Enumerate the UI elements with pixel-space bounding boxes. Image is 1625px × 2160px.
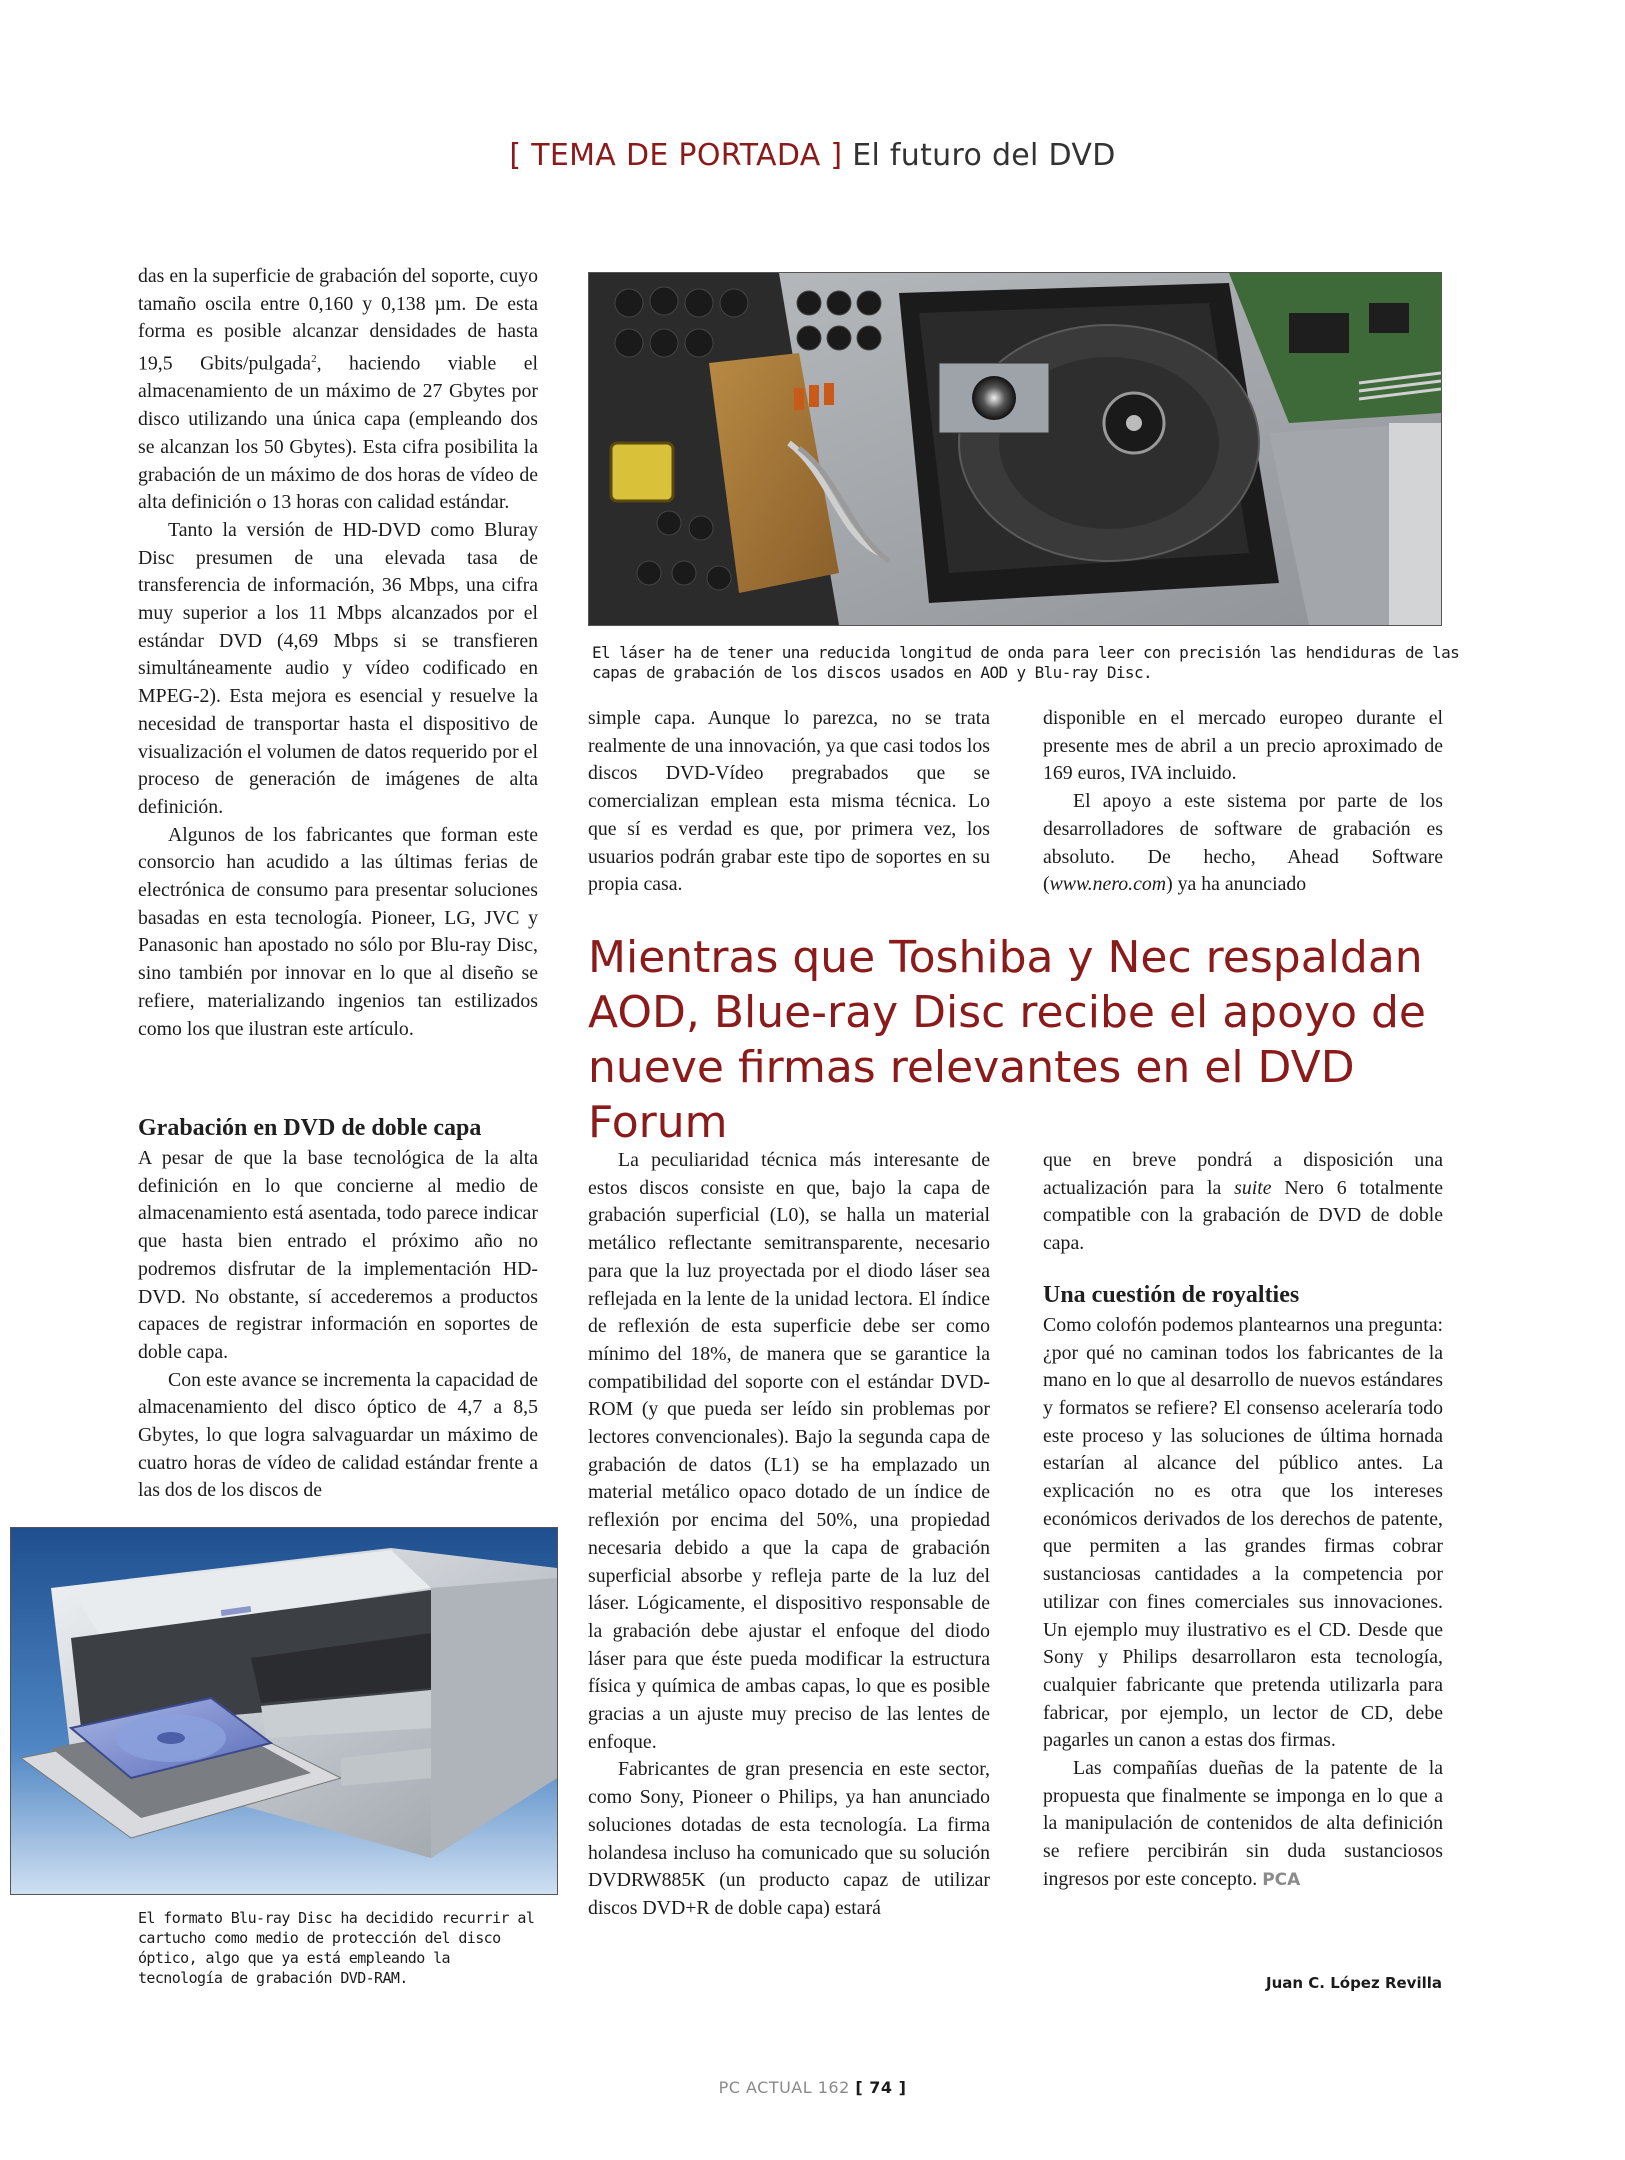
section-label: [ TEMA DE PORTADA ] [509,138,843,173]
paragraph: Como colofón podemos plantearnos una pregunta: ¿por qué no caminan todos los fabricantes de la mano en lo que al desarrollo de nuevos estándares y formatos se refiere? El consenso aceleraría todo este proceso y las soluciones de última hornada estarían al alcance del público antes. La explicación no es otra que los intereses económicos derivados de los derechos de patente, que permiten a las grandes firmas cobrar sustanciosas cantidades a la competencia por utilizar con fines comerciales sus innovaciones. Un ejemplo muy ilustrativo es el CD. Desde que Sony y Philips desarrollaron esta tecnología, cualquier fabricante que pretenda utilizarla para fabricar, por ejemplo, un lector de CD, debe pagarles un canon a estas dos firmas. [1043,1313,1443,1752]
subheading: Grabación en DVD de doble capa [138,1115,482,1141]
pull-quote: Mientras que Toshiba y Nec respaldan AOD, Blue-ray Disc recibe el apoyo de nueve firmas relevantes en el DVD Forum [588,932,1426,1148]
paragraph: simple capa. Aunque lo parezca, no se trata realmente de una innovación, ya que casi todos los discos DVD-Vídeo pregrabados que se comercializan emplean esta misma técnica. Lo que sí es verdad es que, por primera vez, los usuarios podrán grabar este tipo de soportes en su propia casa. [588,707,990,896]
photo-bluray-drive [10,1527,558,1895]
photo-caption-top: El láser ha de tener una reducida longitud de onda para leer con precisión las hendiduras de las capas de grabación de los discos usados en AOD y Blu-ray Disc. [592,643,1460,682]
paragraph: das en la superficie de grabación del soporte, cuyo tamaño oscila entre 0,160 y 0,138 µm. De esta forma es posible alcanzar densidades de hasta 19,5 Gbits/pulgada$^2$, haciendo viable el almacenamiento de un máximo de 27 Gbytes por disco utilizando una única capa (empleando dos se alcanzan los 50 Gbytes). Esta cifra posibilita la grabación de un máximo de dos horas de vídeo de alta definición o 13 horas con calidad estándar. [138,265,538,514]
bluray-drive-illustration [11,1528,557,1894]
column-left-bottom [138,1113,538,1505]
paragraph: El apoyo a este sistema por parte de los desarrolladores de software de grabación es absoluto. De hecho, Ahead Software (www.nero.com) ya ha anunciado [1043,790,1443,896]
photo-laser-mechanism [588,272,1442,626]
paragraph: Fabricantes de gran presencia en este sector, como Sony, Pioneer o Philips, ya han anunciado soluciones dotadas de esta tecnología. La firma holandesa incluso ha comunicado que su solución DVDRW885K (un producto capaz de utilizar discos DVD+R de doble capa) estará [588,1758,990,1919]
paragraph: La peculiaridad técnica más interesante de estos discos consiste en que, bajo la capa de grabación superficial (L0), se halla un material metálico reflectante semitransparente, necesario para que la luz proyectada por el diodo láser sea reflejada en la lente de la unidad lectora. El índice de reflexión de esta superficie debe ser como mínimo del 18%, de manera que se garantice la compatibilidad del soporte con el estándar DVD-ROM (y que pueda ser leído sin problemas por lectores convencionales). Bajo la segunda capa de grabación de datos (L1) se ha emplazado un material metálico opaco dotado de un índice de reflexión por encima del 50%, una propiedad necesaria debido a que la capa de grabación superficial absorbe y refleja parte de la luz del láser. Lógicamente, el dispositivo responsable de la grabación debe ajustar el enfoque del diodo láser para que éste pueda modificar la estructura física y química de ambas capas, lo que es posible gracias a un ajuste muy preciso de las lentes de enfoque. [588,1149,990,1753]
author-byline: Juan C. López Revilla [1266,1974,1442,1992]
column-right-bottom [1043,1147,1443,1895]
paragraph: Algunos de los fabricantes que forman este consorcio han acudido a las últimas ferias de electrónica de consumo para presentar soluciones basadas en esta tecnología. Pioneer, LG, JVC y Panasonic han apostado no sólo por Blu-ray Disc, sino también por innovar en lo que al diseño se refiere, materializando ingenios tan estilizados como los que ilustran este artículo. [138,823,538,1040]
magazine-name: PC ACTUAL 162 [718,2078,850,2097]
column-middle-top [588,705,990,899]
header-title: El futuro del DVD [852,138,1116,173]
column-middle-bottom [588,1147,990,1923]
paragraph: A pesar de que la base tecnológica de la alta definición en lo que concierne al medio de almacenamiento está asentada, todo parece indicar que hasta bien entrado el próximo año no podremos disfrutar de la implementación HD-DVD. No obstante, sí accederemos a productos capaces de registrar información en soportes de doble capa. [138,1147,538,1363]
paragraph: disponible en el mercado europeo durante el presente mes de abril a un precio aproximado de 169 euros, IVA incluido. [1043,707,1443,785]
paragraph: Con este avance se incrementa la capacidad de almacenamiento del disco óptico de 4,7 a 8,5 Gbytes, lo que logra salvaguardar un máximo de cuatro horas de vídeo de calidad estándar frente a las dos de los discos de [138,1368,538,1502]
paragraph: Las compañías dueñas de la patente de la propuesta que finalmente se imponga en lo que a la manipulación de contenidos de alta definición se refiere percibirán sin duda sustanciosos ingresos por este concepto. PCA [1043,1757,1443,1890]
paragraph: Tanto la versión de HD-DVD como Bluray Disc presumen de una elevada tasa de transferencia de información, 36 Mbps, una cifra muy superior a los 11 Mbps alcanzados por el estándar DVD (4,69 Mbps si se transfieren simultáneamente audio y vídeo codificado en MPEG-2). Esta mejora es esencial y resuelve la necesidad de transportar hasta el dispositivo de visualización el volumen de datos requerido por el proceso de generación de imágenes de alta definición. [138,518,538,818]
photo-caption-bottom: El formato Blu-ray Disc ha decidido recurrir al cartucho como medio de protección del disco óptico, algo que ya está empleando la tecnología de grabación DVD-RAM. [138,1909,535,1987]
page-header [0,138,1625,173]
paragraph: que en breve pondrá a disposición una actualización para la suite Nero 6 totalmente compatible con la grabación de DVD de doble capa. [1043,1149,1443,1255]
column-left-top [138,263,538,1043]
pca-signature: PCA [1262,1869,1301,1890]
column-right-top [1043,705,1443,899]
page-footer [0,2078,1625,2097]
laser-mechanism-illustration [589,273,1441,625]
subheading: Una cuestión de royalties [1043,1281,1300,1308]
page-number: [ 74 ] [855,2078,907,2097]
url-link[interactable]: www.nero.com [1049,873,1167,896]
